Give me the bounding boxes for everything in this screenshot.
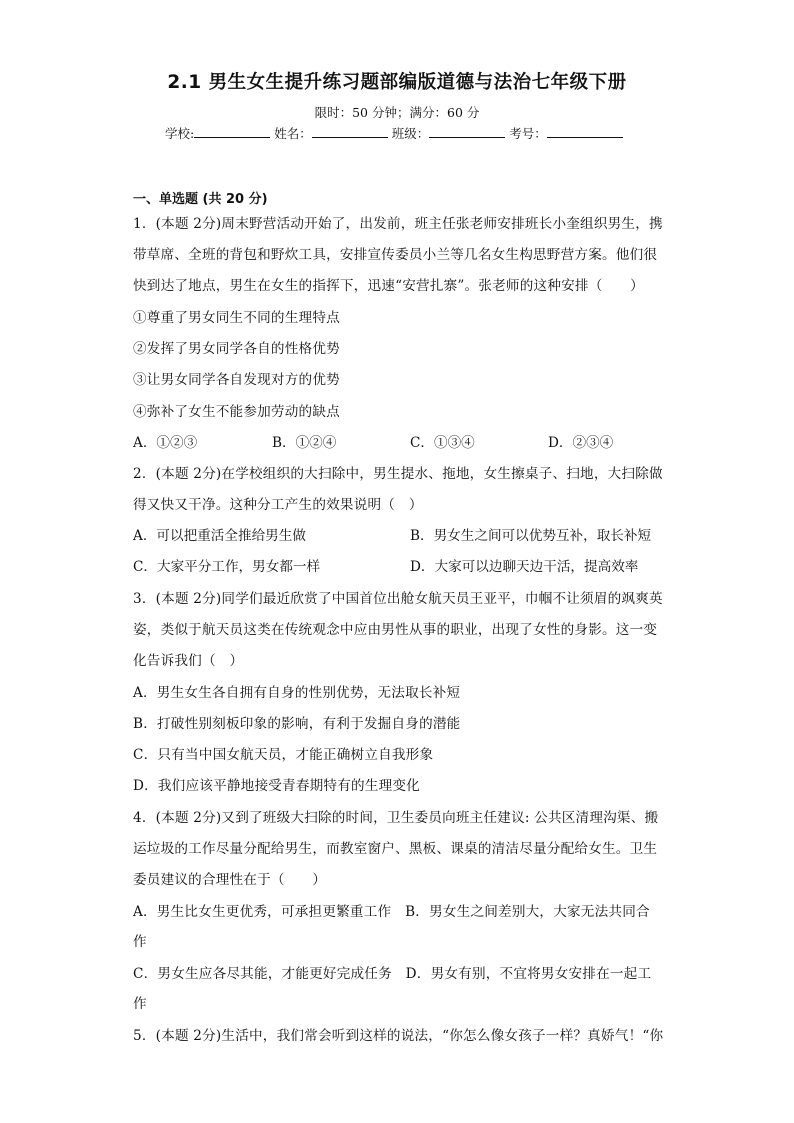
q4-stem-line: 运垃圾的工作尽量分配给男生，而教室窗户、黑板、课桌的清洁尽量分配给女生。卫生: [133, 841, 658, 857]
class-field[interactable]: [429, 124, 505, 138]
q3-stem-line: 姿，类似于航天员这类在传统观念中应由男性从事的职业，出现了女性的身影。这一变: [133, 622, 658, 638]
q3-stem-line: 3．(本题 2分)同学们最近欣赏了中国首位出舱女航天员王亚平，巾帼不让须眉的飒爽英: [133, 591, 663, 607]
name-field[interactable]: [312, 124, 388, 138]
q2-stem-line: 2．(本题 2分)在学校组织的大扫除中，男生提水、拖地，女生擦桌子、扫地，大扫除做: [133, 466, 663, 482]
q2-option-c[interactable]: C．大家平分工作，男女都一样: [133, 559, 321, 575]
q4-options-cd[interactable]: C．男女生应各尽其能，才能更好完成任务 D．男女有别，不宜将男女安排在一起工: [133, 966, 652, 982]
q4-options-cd-continued: 作: [133, 996, 147, 1012]
q1-option-a[interactable]: A．①②③: [133, 435, 198, 451]
number-field[interactable]: [547, 124, 623, 138]
q1-statement: ①尊重了男女同生不同的生理特点: [133, 310, 340, 326]
class-label: 班级：: [391, 126, 430, 141]
time-score-info: 限时：50 分钟；满分：60 分: [314, 105, 480, 120]
name-label: 姓名：: [274, 126, 312, 141]
q5-stem-line: 5．(本题 2分)生活中，我们常会听到这样的说法，“你怎么像女孩子一样？真娇气！“你: [133, 1028, 664, 1044]
q2-option-a[interactable]: A．可以把重活全推给男生做: [133, 528, 306, 544]
q1-statement: ④弥补了女生不能参加劳动的缺点: [133, 404, 340, 420]
q1-stem-line: 快到达了地点，男生在女生的指挥下，迅速“安营扎寨”。张老师的这种安排（ ）: [133, 278, 644, 294]
q3-option-b[interactable]: B．打破性别刻板印象的影响，有利于发掘自身的潜能: [133, 716, 461, 732]
q1-statement: ②发挥了男女同学各自的性格优势: [133, 341, 340, 357]
school-field[interactable]: [194, 124, 270, 138]
q3-option-a[interactable]: A．男生女生各自拥有自身的性别优势，无法取长补短: [133, 685, 461, 701]
q4-options-ab[interactable]: A．男生比女生更优秀，可承担更繁重工作 B．男女生之间差别大，大家无法共同合: [133, 904, 650, 920]
q2-option-b[interactable]: B．男女生之间可以优势互补，取长补短: [410, 528, 652, 544]
q2-stem-line: 得又快又干净。这种分工产生的效果说明（ ）: [133, 497, 423, 513]
school-label: 学校:: [165, 126, 195, 141]
q1-stem-line: 1．(本题 2分)周末野营活动开始了，出发前，班主任张老师安排班长小奎组织男生，携: [133, 216, 663, 232]
q4-options-ab-continued: 作: [133, 934, 147, 950]
student-info-row: [165, 124, 623, 142]
q3-stem-line: 化告诉我们（ ）: [133, 653, 244, 669]
page-title: 2.1 男生女生提升练习题部编版道德与法治七年级下册: [167, 72, 627, 93]
q1-stem-line: 带草席、全班的背包和野炊工具，安排宣传委员小兰等几名女生构思野营方案。他们很: [133, 247, 658, 263]
q2-option-d[interactable]: D．大家可以边聊天边干活，提高效率: [410, 559, 639, 575]
q1-statement: ③让男女同学各自发现对方的优势: [133, 372, 340, 388]
q3-option-c[interactable]: C．只有当中国女航天员，才能正确树立自我形象: [133, 747, 434, 763]
q3-option-d[interactable]: D．我们应该平静地接受青春期特有的生理变化: [133, 778, 420, 794]
section-heading: 一、单选题 (共 20 分): [133, 192, 268, 207]
q1-option-d[interactable]: D．②③④: [548, 435, 614, 451]
q1-option-c[interactable]: C．①③④: [410, 435, 475, 451]
number-label: 考号：: [509, 126, 547, 141]
q4-stem-line: 委员建议的合理性在于（ ）: [133, 872, 327, 888]
q4-stem-line: 4．(本题 2分)又到了班级大扫除的时间，卫生委员向班主任建议: 公共区清理沟渠、搬: [133, 810, 659, 826]
q1-option-b[interactable]: B．①②④: [272, 435, 337, 451]
